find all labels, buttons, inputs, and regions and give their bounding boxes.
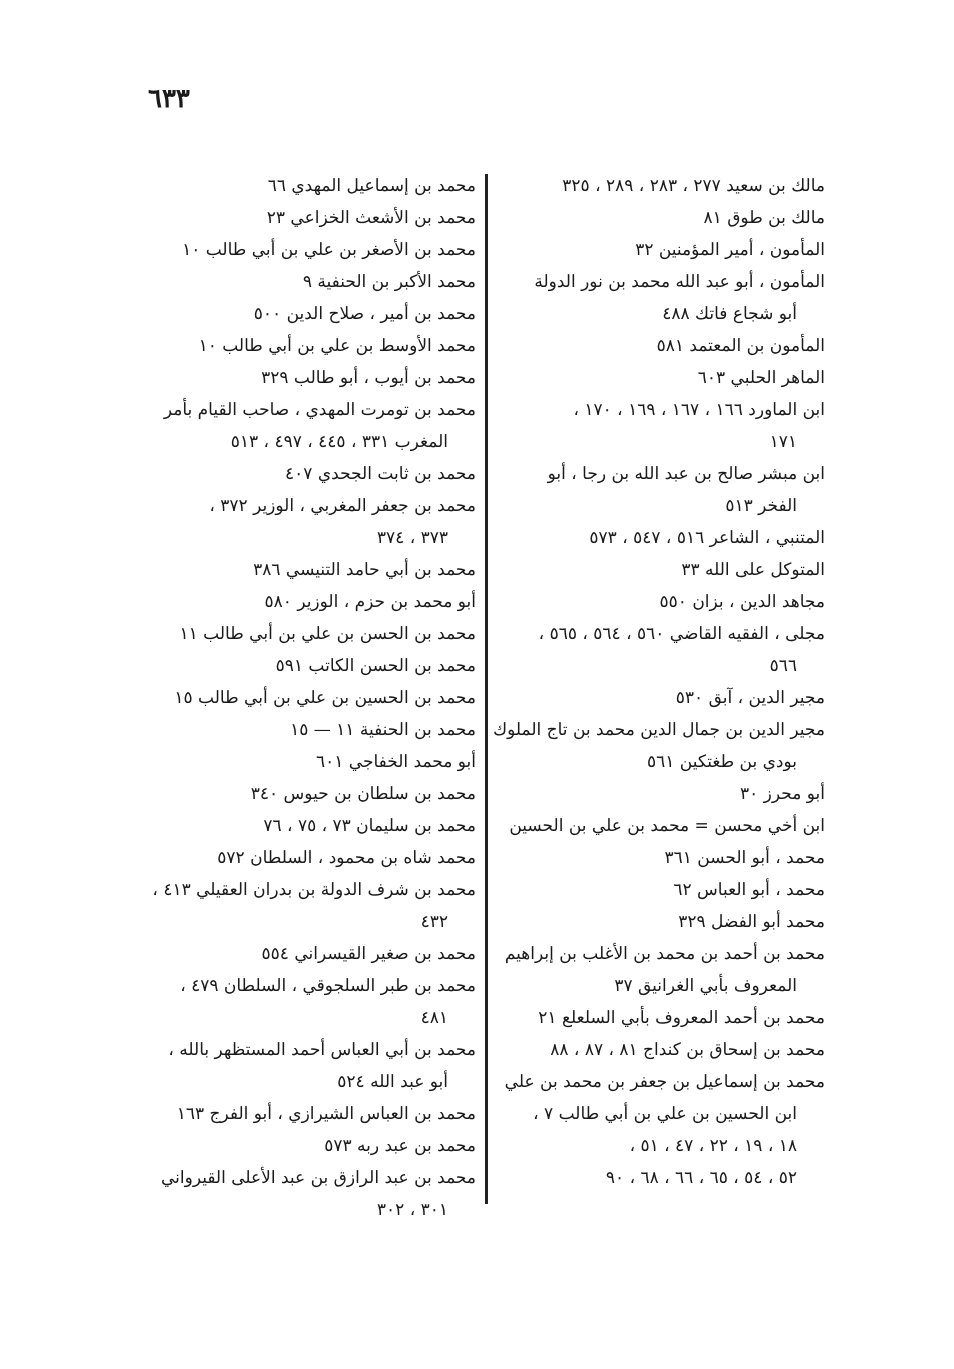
index-entry: محمد بن الحنفية ١١ — ١٥ xyxy=(290,720,476,740)
index-entry: محمد بن الحسين بن علي بن أبي طالب ١٥ xyxy=(174,688,476,708)
index-entry: مجلى ، الفقيه القاضي ٥٦٠ ، ٥٦٤ ، ٥٦٥ ، xyxy=(538,624,825,644)
index-entry: محمد بن أيوب ، أبو طالب ٣٢٩ xyxy=(261,368,476,388)
index-entry: محمد ، أبو العباس ٦٢ xyxy=(673,880,825,900)
page-number: ٦٣٣ xyxy=(148,84,190,114)
index-entry: محمد ، أبو الحسن ٣٦١ xyxy=(664,848,825,868)
index-entry: محمد أبو الفضل ٣٢٩ xyxy=(678,912,825,932)
index-entry-continuation: ٣٠١ ، ٣٠٢ xyxy=(376,1200,448,1220)
index-entry: محمد بن أحمد بن محمد بن الأغلب بن إبراهيم xyxy=(504,944,825,964)
index-entry: محمد بن أبي حامد التنيسي ٣٨٦ xyxy=(253,560,476,580)
index-entry-continuation: بودي بن طغتكين ٥٦١ xyxy=(646,752,797,772)
index-entry: مالك بن سعيد ٢٧٧ ، ٢٨٣ ، ٢٨٩ ، ٣٢٥ xyxy=(562,176,825,196)
index-entry: محمد بن عبد ربه ٥٧٣ xyxy=(324,1136,476,1156)
index-entry: المتنبي ، الشاعر ٥١٦ ، ٥٤٧ ، ٥٧٣ xyxy=(589,528,825,548)
index-entry: محمد الأوسط بن علي بن أبي طالب ١٠ xyxy=(198,336,476,356)
index-entry: محمد بن عبد الرازق بن عبد الأعلى القيرواني xyxy=(160,1168,476,1188)
index-entry: محمد بن الأصغر بن علي بن أبي طالب ١٠ xyxy=(182,240,476,260)
index-entry: محمد بن أبي العباس أحمد المستظهر بالله ، xyxy=(168,1040,476,1060)
index-entry: مالك بن طوق ٨١ xyxy=(703,208,825,228)
index-entry: محمد بن تومرت المهدي ، صاحب القيام بأمر xyxy=(163,400,476,420)
index-entry: محمد بن شرف الدولة بن بدران العقيلي ٤١٣ ، xyxy=(152,880,476,900)
index-entry-continuation: ٣٧٣ ، ٣٧٤ xyxy=(376,528,448,548)
index-column-left xyxy=(148,170,476,1226)
index-entry: المأمون ، أمير المؤمنين ٣٢ xyxy=(635,240,825,260)
index-entry: محمد بن إسحاق بن كنداج ٨١ ، ٨٧ ، ٨٨ xyxy=(550,1040,825,1060)
index-entry: أبو محرز ٣٠ xyxy=(740,784,825,804)
index-entry: محمد بن أحمد المعروف بأبي السلعلع ٢١ xyxy=(538,1008,825,1028)
index-entry: ابن الماورد ١٦٦ ، ١٦٧ ، ١٦٩ ، ١٧٠ ، xyxy=(573,400,825,420)
index-entry: مجير الدين بن جمال الدين محمد بن تاج الملوك xyxy=(493,720,825,740)
index-entry: مجاهد الدين ، بزان ٥٥٠ xyxy=(659,592,825,612)
index-entry: محمد بن سليمان ٧٣ ، ٧٥ ، ٧٦ xyxy=(263,816,476,836)
index-entry-continuation: أبو شجاع فاتك ٤٨٨ xyxy=(662,304,797,324)
index-entry-continuation: ١٧١ xyxy=(769,432,797,452)
index-entry: محمد بن إسماعيل المهدي ٦٦ xyxy=(267,176,476,196)
index-entry-continuation: الفخر ٥١٣ xyxy=(725,496,797,516)
index-column-right xyxy=(493,170,825,1194)
index-entry: ابن أخي محسن = محمد بن علي بن الحسين xyxy=(509,816,825,836)
index-entry-continuation: المعروف بأبي الغرانيق ٣٧ xyxy=(614,976,797,996)
index-entry: محمد الأكبر بن الحنفية ٩ xyxy=(302,272,476,292)
index-entry: الماهر الحلبي ٦٠٣ xyxy=(697,368,825,388)
index-entry: المتوكل على الله ٣٣ xyxy=(681,560,825,580)
index-entry: محمد شاه بن محمود ، السلطان ٥٧٢ xyxy=(217,848,476,868)
index-entry: محمد بن الحسن بن علي بن أبي طالب ١١ xyxy=(179,624,476,644)
column-divider xyxy=(485,174,488,1204)
index-entry-continuation: ابن الحسين بن علي بن أبي طالب ٧ ، xyxy=(533,1104,797,1124)
index-entry: المأمون ، أبو عبد الله محمد بن نور الدولة xyxy=(534,272,825,292)
index-entry: مجير الدين ، آبق ٥٣٠ xyxy=(675,688,825,708)
index-entry: محمد بن صغير القيسراني ٥٥٤ xyxy=(261,944,476,964)
index-entry: محمد بن جعفر المغربي ، الوزير ٣٧٢ ، xyxy=(209,496,476,516)
index-entry-continuation: ٥٢ ، ٥٤ ، ٦٥ ، ٦٦ ، ٦٨ ، ٩٠ xyxy=(605,1168,797,1188)
index-entry-continuation: ١٨ ، ١٩ ، ٢٢ ، ٤٧ ، ٥١ ، xyxy=(629,1136,797,1156)
index-entry: محمد بن سلطان بن حيوس ٣٤٠ xyxy=(250,784,476,804)
index-entry: المأمون بن المعتمد ٥٨١ xyxy=(656,336,825,356)
index-entry: محمد بن أمير ، صلاح الدين ٥٠٠ xyxy=(253,304,476,324)
index-entry: محمد بن ثابت الجحدي ٤٠٧ xyxy=(285,464,476,484)
index-entry-continuation: ٤٨١ xyxy=(420,1008,448,1028)
index-entry-continuation: ٤٣٢ xyxy=(420,912,448,932)
index-entry: محمد بن الحسن الكاتب ٥٩١ xyxy=(275,656,476,676)
index-entry: محمد بن العباس الشيرازي ، أبو الفرج ١٦٣ xyxy=(176,1104,476,1124)
index-entry: أبو محمد بن حزم ، الوزير ٥٨٠ xyxy=(264,592,476,612)
index-entry: محمد بن الأشعث الخزاعي ٢٣ xyxy=(266,208,476,228)
index-entry: محمد بن إسماعيل بن جعفر بن محمد بن علي xyxy=(504,1072,825,1092)
index-entry: محمد بن طبر السلجوقي ، السلطان ٤٧٩ ، xyxy=(180,976,476,996)
index-entry-continuation: ٥٦٦ xyxy=(769,656,797,676)
index-entry: أبو محمد الخفاجي ٦٠١ xyxy=(315,752,476,772)
index-entry: ابن مبشر صالح بن عبد الله بن رجا ، أبو xyxy=(547,464,825,484)
index-entry-continuation: المغرب ٣٣١ ، ٤٤٥ ، ٤٩٧ ، ٥١٣ xyxy=(230,432,448,452)
index-entry-continuation: أبو عبد الله ٥٢٤ xyxy=(337,1072,448,1092)
